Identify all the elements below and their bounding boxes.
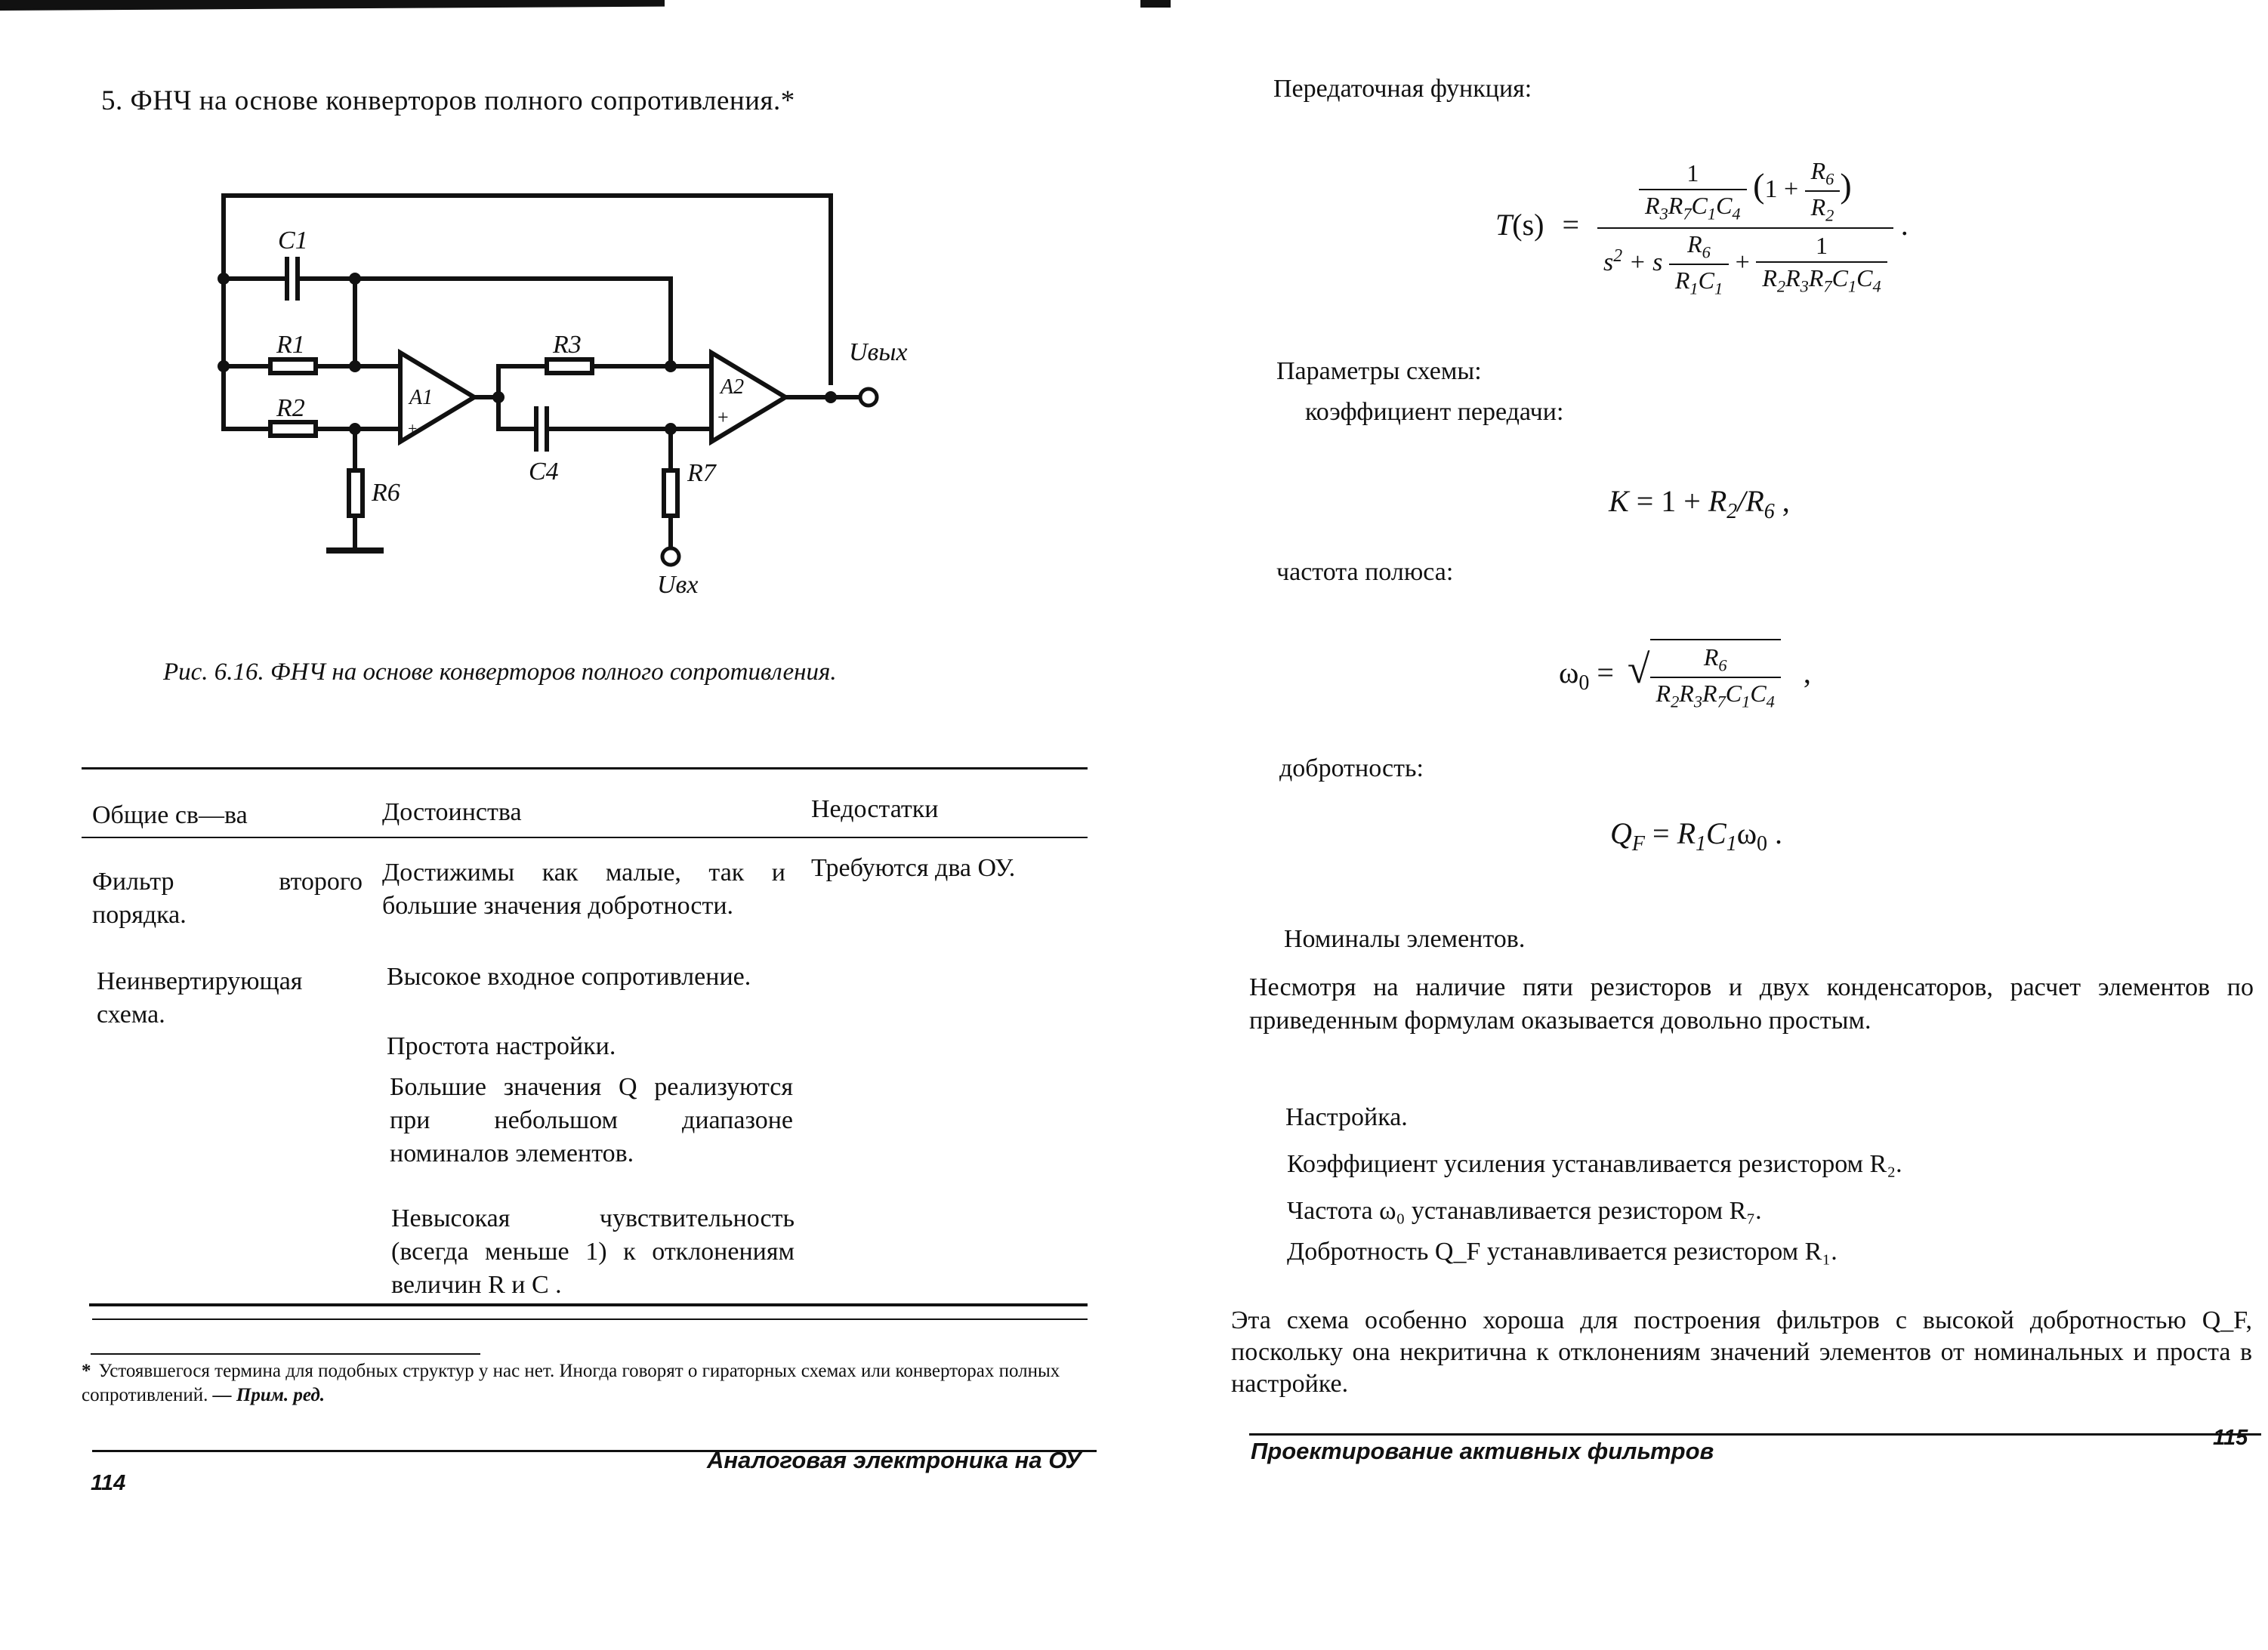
properties-table xyxy=(82,767,1088,1318)
tuning-quality-line: Добротность Q_F устанавливается резистором R₁. xyxy=(1287,1238,1838,1266)
footnote-text: Устоявшегося термина для подобных структур у нас нет. Иногда говорят о гираторных схемах или конверторах полных сопротивлений. xyxy=(82,1361,1060,1405)
output-terminal xyxy=(860,389,877,406)
cell-general-2: Неинвертирующая схема. xyxy=(97,967,303,1029)
header-general: Общие св—ва xyxy=(92,801,248,829)
scan-edge-bar xyxy=(0,0,665,11)
label-a1-plus: + xyxy=(408,419,418,438)
page-number-right: 115 xyxy=(2213,1426,2248,1450)
label-r6: R6 xyxy=(372,479,400,507)
section-title: 5. ФНЧ на основе конверторов полного сопротивления.* xyxy=(101,85,795,116)
footnote-note: — Прим. ред. xyxy=(212,1385,325,1405)
cell-advantage-5: Невысокая чувствительность (всегда меньше 1) к отклонениям величин R и C . xyxy=(391,1204,795,1299)
cell-advantage-2: Высокое входное сопротивление. xyxy=(387,963,751,991)
running-title-right: Проектирование активных фильтров xyxy=(1251,1438,1714,1464)
label-r2: R2 xyxy=(276,394,305,422)
cell-advantage-4: Большие значения Q реализуются при небольшом диапазоне номиналов элементов. xyxy=(390,1073,793,1167)
label-uin: Uвх xyxy=(657,571,699,599)
r7-resistor xyxy=(664,470,677,516)
pole-frequency-label: частота полюса: xyxy=(1276,558,1454,586)
label-r3: R3 xyxy=(553,331,582,359)
label-a2: A2 xyxy=(721,375,745,399)
label-a1: A1 xyxy=(409,386,434,409)
gain-formula: $K = 1 + R_2/R_6$ , xyxy=(1609,484,1790,523)
label-a2-plus: + xyxy=(717,406,729,428)
lowpass-filter-schematic xyxy=(136,185,952,608)
label-c4: C4 xyxy=(529,458,559,486)
r3-resistor xyxy=(547,359,592,373)
r2-resistor xyxy=(270,422,316,436)
input-terminal xyxy=(662,548,679,565)
label-r7: R7 xyxy=(687,459,716,487)
r1-resistor xyxy=(270,359,316,373)
gain-label: коэффициент передачи: xyxy=(1305,398,1564,426)
header-advantages: Достоинства xyxy=(382,798,522,826)
pole-frequency-formula: $\omega_0$ = √ $\frac{R_6}{R_2R_3R_7C_1C_4}$ , xyxy=(1559,639,1811,712)
params-heading: Параметры схемы: xyxy=(1276,357,1482,385)
component-values-text: Несмотря на наличие пяти резисторов и двух конденсаторов, расчет элементов по приведенным формулам оказывается довольно простым. xyxy=(1249,973,2254,1035)
figure-caption: Рис. 6.16. ФНЧ на основе конверторов полного сопротивления. xyxy=(163,658,837,686)
footnote-rule xyxy=(91,1353,480,1355)
r6-resistor xyxy=(349,470,363,516)
quality-factor-formula: $Q_F = R_1C_1\omega_0$ . xyxy=(1610,816,1783,856)
cell-advantage-3: Простота настройки. xyxy=(387,1032,616,1060)
label-uout: Uвых xyxy=(849,338,908,366)
quality-factor-label: добротность: xyxy=(1279,754,1424,782)
tuning-heading: Настройка. xyxy=(1285,1103,1408,1131)
header-drawbacks: Недостатки xyxy=(811,795,939,823)
cell-drawback-1: Требуются два ОУ. xyxy=(811,854,1016,882)
cell-advantage-1: Достижимы как малые, так и большие значения добротности. xyxy=(382,859,785,920)
component-values-heading: Номиналы элементов. xyxy=(1284,925,1526,953)
footnote-star: * xyxy=(82,1361,91,1381)
label-r1: R1 xyxy=(276,331,305,359)
running-title-left: Аналоговая электроника на ОУ xyxy=(707,1447,1082,1473)
scan-edge-mark xyxy=(1140,0,1171,8)
transfer-function-formula: T(s) = $\frac{1}{R_3R_7C_1C_4}$ (1 + $\frac{R_6}{R_2}$ ) $s^2 + s$ $\frac{R_6}{R_1C_1}$ + $\frac{1}{R_2R_3R_7C_1C_4}$ . xyxy=(1495,157,1909,298)
tuning-gain-line: Коэффициент усиления устанавливается резистором R₂. xyxy=(1287,1150,1902,1178)
transfer-function-heading: Передаточная функция: xyxy=(1273,75,1532,103)
closing-paragraph: Эта схема особенно хороша для построения фильтров с высокой добротностью Q_F, поскольку она некритична к отклонениям значений элементов от номинальных и проста в настройке. xyxy=(1231,1306,2252,1398)
cell-general-1: Фильтр второго порядка. xyxy=(92,868,363,929)
footer-rule-right xyxy=(1249,1433,2261,1436)
page-number-left: 114 xyxy=(91,1471,126,1495)
label-c1: C1 xyxy=(278,227,308,254)
tuning-frequency-line: Частота ω₀ устанавливается резистором R₇. xyxy=(1287,1197,1762,1225)
footnote xyxy=(82,1359,1103,1408)
